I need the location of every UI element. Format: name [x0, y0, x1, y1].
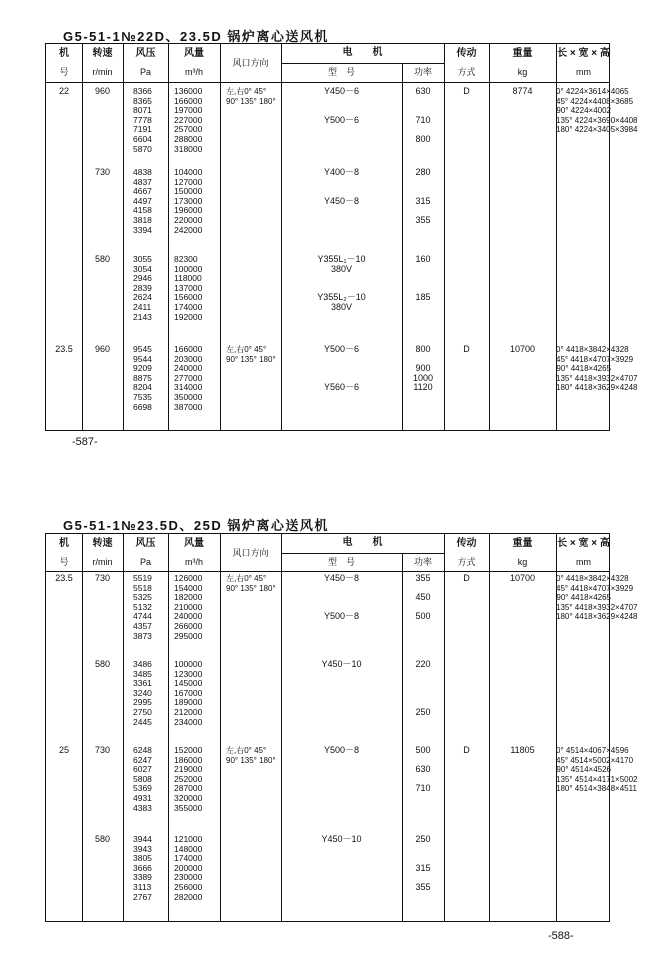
- flow-value: 234000: [174, 716, 203, 727]
- pressure-value: 9209: [133, 363, 152, 374]
- flow-value: 126000: [174, 573, 203, 583]
- pressure-value: 3361: [133, 678, 152, 689]
- motor-power: 450: [415, 592, 431, 603]
- pressure-value: 3055: [133, 254, 152, 264]
- pressure-value: 2767: [133, 891, 152, 902]
- speed-value: 580: [94, 659, 111, 669]
- dimension-value: 0° 4514×4067×4596: [556, 746, 629, 755]
- pressure-value: 5325: [133, 592, 152, 603]
- flow-value: 240000: [174, 611, 203, 622]
- flow-value: 257000: [174, 124, 203, 135]
- motor-model: Y450－6: [323, 86, 360, 96]
- weight-value: 10700: [509, 344, 536, 354]
- motor-power: 630: [415, 764, 431, 775]
- speed-value: 580: [94, 254, 111, 264]
- pressure-value: 4837: [133, 176, 152, 187]
- motor-power: 160: [415, 254, 431, 264]
- motor-power: 315: [415, 195, 431, 206]
- outlet-direction: 90° 135° 180°: [226, 354, 276, 364]
- motor-power: 355: [415, 215, 431, 225]
- pressure-value: 3666: [133, 862, 152, 873]
- speed-value: 730: [94, 573, 111, 583]
- flow-value: 219000: [174, 764, 203, 775]
- flow-value: 136000: [174, 86, 203, 96]
- pressure-value: 6698: [133, 401, 152, 412]
- header-motor: 电 机: [342, 537, 383, 548]
- flow-value: 104000: [174, 167, 203, 177]
- flow-value: 137000: [174, 282, 203, 293]
- header-model: 型 号: [327, 556, 355, 567]
- pressure-value: 3818: [133, 215, 152, 225]
- page-588: [0, 500, 650, 957]
- flow-value: 320000: [174, 793, 203, 803]
- flow-value: 192000: [174, 311, 203, 322]
- header-model: 型 号: [327, 67, 355, 77]
- column-divider: [444, 534, 445, 921]
- flow-value: 266000: [174, 621, 203, 631]
- speed-value: 580: [94, 834, 111, 844]
- header-pressure: 风压: [135, 538, 156, 549]
- flow-value: 182000: [174, 592, 203, 603]
- pressure-value: 3113: [133, 882, 152, 892]
- pressure-value: 2445: [133, 716, 152, 727]
- flow-value: 189000: [174, 697, 203, 708]
- pressure-value: 7778: [133, 114, 152, 125]
- dimension-value: 135° 4418×3932×4707: [556, 373, 638, 383]
- header-machine-unit: 号: [59, 556, 69, 567]
- flow-value: 295000: [174, 630, 203, 641]
- header-machine: 机: [59, 538, 69, 549]
- pressure-value: 7191: [133, 124, 152, 135]
- flow-value: 387000: [174, 401, 203, 412]
- flow-value: 230000: [174, 872, 203, 883]
- column-divider: [168, 44, 169, 430]
- dimension-value: 180° 4514×3848×4511: [556, 784, 637, 794]
- motor-power: 800: [415, 134, 431, 144]
- flow-value: 203000: [174, 353, 203, 364]
- motor-power: 710: [415, 114, 431, 125]
- motor-power: 185: [415, 292, 431, 303]
- pressure-value: 3944: [133, 834, 152, 844]
- pressure-value: 6248: [133, 745, 152, 755]
- pressure-value: 9545: [133, 344, 152, 354]
- dimension-value: 135° 4514×4171×5002: [556, 774, 638, 784]
- pressure-value: 5808: [133, 773, 152, 784]
- pressure-value: 4838: [133, 167, 152, 177]
- header-flow: 风量: [184, 48, 204, 59]
- motor-power: 355: [415, 573, 431, 583]
- motor-power: 355: [415, 882, 431, 892]
- dimension-value: 90° 4224×4002: [556, 106, 611, 116]
- machine-number: 23.5: [55, 344, 73, 354]
- flow-value: 277000: [174, 372, 203, 383]
- drive-type: D: [463, 344, 470, 354]
- motor-model: Y500－8: [323, 611, 360, 622]
- header-machine-unit: 号: [59, 67, 69, 77]
- flow-value: 242000: [174, 224, 203, 235]
- speed-value: 960: [94, 86, 111, 96]
- header-dims: 长 × 宽 × 高: [557, 538, 610, 549]
- outlet-direction: 左,右0° 45°: [226, 345, 267, 354]
- dimension-value: 45° 4224×4408×3685: [556, 96, 634, 106]
- pressure-value: 2750: [133, 707, 152, 717]
- dimension-value: 90° 4514×4526: [556, 765, 611, 775]
- motor-power: 630: [415, 86, 431, 96]
- machine-number: 23.5: [55, 573, 73, 583]
- dimension-value: 45° 4418×4707×3929: [556, 583, 634, 593]
- flow-value: 210000: [174, 601, 203, 612]
- header-flow-unit: m³/h: [185, 67, 203, 77]
- pressure-value: 3873: [133, 630, 152, 641]
- pressure-value: 3805: [133, 853, 152, 864]
- pressure-value: 8365: [133, 95, 152, 106]
- flow-value: 200000: [174, 862, 203, 873]
- header-machine: 机: [59, 48, 69, 59]
- dimension-value: 0° 4224×3614×4065: [556, 87, 629, 96]
- motor-model: Y355L₂－10: [317, 292, 366, 303]
- dimension-value: 135° 4224×3690×4408: [556, 115, 638, 125]
- flow-value: 318000: [174, 143, 203, 154]
- flow-value: 166000: [174, 344, 203, 354]
- pressure-value: 2624: [133, 292, 152, 303]
- flow-value: 197000: [174, 105, 203, 116]
- fan-spec-table: [45, 533, 638, 922]
- flow-value: 173000: [174, 195, 203, 206]
- outlet-direction: 90° 135° 180°: [226, 755, 276, 765]
- fan-spec-table: [45, 43, 638, 431]
- pressure-value: 6027: [133, 764, 152, 775]
- header-pressure-unit: Pa: [139, 67, 151, 77]
- flow-value: 152000: [174, 745, 203, 755]
- flow-value: 156000: [174, 292, 203, 303]
- pressure-value: 5369: [133, 783, 152, 794]
- header-dims-unit: mm: [576, 67, 591, 77]
- header-weight-unit: kg: [517, 556, 528, 567]
- column-divider: [489, 44, 490, 430]
- motor-model: 380V: [330, 302, 353, 312]
- drive-type: D: [463, 573, 470, 583]
- header-drive: 传动: [456, 538, 477, 549]
- outlet-direction: 左,右0° 45°: [226, 574, 267, 583]
- header-speed-unit: r/min: [92, 67, 113, 77]
- header-flow: 风量: [184, 538, 204, 549]
- dimension-value: 135° 4418×3932×4707: [556, 602, 638, 612]
- motor-power: 250: [415, 834, 431, 844]
- pressure-value: 5132: [133, 601, 152, 612]
- flow-value: 220000: [174, 215, 203, 225]
- page-title: G5-51-1№23.5D、25D 锅炉离心送风机: [63, 518, 329, 533]
- header-speed-unit: r/min: [92, 556, 113, 567]
- machine-number: 25: [58, 745, 69, 755]
- header-outlet: 风口方向: [232, 58, 269, 68]
- column-divider: [82, 44, 83, 430]
- pressure-value: 4357: [133, 621, 152, 631]
- pressure-value: 7535: [133, 392, 152, 402]
- flow-value: 314000: [174, 382, 203, 393]
- header-pressure-unit: Pa: [139, 556, 151, 567]
- pressure-value: 8071: [133, 105, 152, 116]
- motor-power: 250: [415, 707, 431, 717]
- header-flow-unit: m³/h: [185, 556, 203, 567]
- outlet-direction: 90° 135° 180°: [226, 583, 276, 593]
- speed-value: 960: [94, 344, 111, 354]
- header-outlet: 风口方向: [232, 547, 269, 558]
- flow-value: 100000: [174, 659, 203, 669]
- header-power: 功率: [413, 556, 432, 567]
- header-dims: 长 × 宽 × 高: [557, 48, 610, 59]
- pressure-value: 9544: [133, 353, 152, 364]
- pressure-value: 3394: [133, 224, 152, 235]
- flow-value: 256000: [174, 882, 203, 892]
- motor-model: 380V: [330, 263, 353, 274]
- motor-model: Y400－8: [323, 167, 360, 177]
- speed-value: 730: [94, 745, 111, 755]
- motor-model: Y450－8: [323, 573, 360, 583]
- column-divider: [123, 534, 124, 921]
- pressure-value: 6247: [133, 754, 152, 765]
- column-divider: [123, 44, 124, 430]
- pressure-value: 3486: [133, 659, 152, 669]
- drive-type: D: [463, 86, 470, 96]
- flow-value: 118000: [174, 273, 202, 284]
- flow-value: 282000: [174, 891, 203, 902]
- pressure-value: 8875: [133, 372, 152, 383]
- pressure-value: 4931: [133, 793, 152, 803]
- page-title: G5-51-1№22D、23.5D 锅炉离心送风机: [63, 29, 329, 44]
- pressure-value: 4383: [133, 802, 152, 813]
- motor-model: Y450－10: [321, 834, 362, 844]
- header-pressure: 风压: [135, 48, 156, 59]
- pressure-value: 8204: [133, 382, 152, 393]
- pressure-value: 4497: [133, 195, 152, 206]
- dimension-value: 180° 4418×3629×4248: [556, 612, 638, 622]
- motor-model: Y560－6: [323, 382, 360, 393]
- flow-value: 174000: [174, 302, 203, 312]
- column-divider: [489, 534, 490, 921]
- flow-value: 166000: [174, 95, 203, 106]
- header-weight-unit: kg: [517, 67, 528, 77]
- header-speed: 转速: [92, 538, 113, 549]
- drive-type: D: [463, 745, 470, 755]
- dimension-value: 90° 4418×4265: [556, 364, 611, 374]
- motor-model: Y500－6: [323, 114, 360, 125]
- column-divider: [168, 534, 169, 921]
- column-divider: [220, 534, 221, 921]
- flow-value: 287000: [174, 783, 203, 794]
- header-weight: 重量: [512, 538, 533, 549]
- header-speed: 转速: [92, 48, 113, 59]
- dimension-value: 45° 4418×4707×3929: [556, 354, 634, 364]
- flow-value: 154000: [174, 582, 203, 593]
- flow-value: 186000: [174, 754, 203, 765]
- pressure-value: 2946: [133, 273, 152, 284]
- pressure-value: 5870: [133, 143, 152, 154]
- motor-model: Y450－8: [323, 195, 360, 206]
- pressure-value: 2839: [133, 282, 152, 293]
- dimension-value: 45° 4514×5002×4170: [556, 755, 634, 765]
- speed-value: 730: [94, 167, 111, 177]
- dimension-value: 180° 4418×3629×4248: [556, 383, 638, 393]
- flow-value: 127000: [174, 176, 203, 187]
- motor-header-divider: [281, 63, 444, 64]
- flow-value: 167000: [174, 687, 203, 698]
- pressure-value: 3943: [133, 843, 152, 854]
- motor-power: 710: [415, 783, 431, 794]
- motor-power: 1120: [413, 382, 433, 393]
- flow-value: 150000: [174, 186, 203, 197]
- header-dims-unit: mm: [576, 556, 591, 567]
- header-weight: 重量: [512, 48, 533, 59]
- column-divider: [281, 534, 282, 921]
- flow-value: 148000: [174, 843, 203, 854]
- weight-value: 10700: [509, 573, 536, 583]
- flow-value: 240000: [174, 363, 203, 374]
- flow-value: 252000: [174, 773, 203, 784]
- header-power: 功率: [413, 67, 432, 77]
- header-drive-unit: 方式: [457, 556, 476, 567]
- flow-value: 355000: [174, 802, 203, 813]
- motor-power: 900: [415, 363, 431, 374]
- page-number: -587-: [72, 436, 98, 448]
- column-divider: [220, 44, 221, 430]
- pressure-value: 4744: [133, 611, 152, 622]
- flow-value: 174000: [174, 853, 203, 864]
- pressure-value: 2411: [133, 302, 152, 312]
- flow-value: 227000: [174, 114, 203, 125]
- weight-value: 8774: [512, 86, 533, 96]
- pressure-value: 3389: [133, 872, 152, 883]
- flow-value: 196000: [174, 205, 203, 216]
- flow-value: 121000: [174, 834, 203, 844]
- pressure-value: 5519: [133, 573, 152, 583]
- motor-header-divider: [281, 553, 444, 554]
- outlet-direction: 左,右0° 45°: [226, 87, 267, 96]
- column-divider: [444, 44, 445, 430]
- motor-power: 1000: [412, 372, 434, 383]
- pressure-value: 3485: [133, 668, 152, 679]
- outlet-direction: 左,右0° 45°: [226, 746, 267, 755]
- pressure-value: 6604: [133, 134, 152, 144]
- motor-power: 220: [415, 659, 431, 669]
- page-number: -588-: [548, 930, 574, 942]
- motor-power: 280: [415, 167, 431, 177]
- pressure-value: 4158: [133, 205, 152, 216]
- flow-value: 123000: [174, 668, 203, 679]
- flow-value: 100000: [174, 263, 203, 274]
- motor-model: Y355L₁－10: [317, 254, 366, 264]
- motor-model: Y500－8: [323, 745, 360, 755]
- header-drive-unit: 方式: [457, 67, 476, 77]
- weight-value: 11805: [510, 745, 535, 755]
- motor-model: Y450－10: [321, 659, 362, 669]
- flow-value: 212000: [174, 707, 203, 717]
- pressure-value: 2995: [133, 697, 152, 708]
- motor-power: 500: [415, 745, 431, 755]
- machine-number: 22: [58, 86, 69, 96]
- header-drive: 传动: [456, 48, 477, 59]
- pressure-value: 2143: [133, 311, 152, 322]
- outlet-direction: 90° 135° 180°: [226, 96, 276, 106]
- pressure-value: 4667: [133, 186, 152, 197]
- flow-value: 288000: [174, 134, 203, 144]
- pressure-value: 3240: [133, 687, 152, 698]
- column-divider: [82, 534, 83, 921]
- header-motor: 电 机: [342, 47, 383, 58]
- pressure-value: 8366: [133, 86, 152, 96]
- pressure-value: 3054: [133, 263, 152, 274]
- pressure-value: 5518: [133, 582, 152, 593]
- flow-value: 350000: [174, 392, 203, 402]
- motor-power: 500: [415, 611, 431, 622]
- dimension-value: 90° 4418×4265: [556, 593, 611, 603]
- motor-power: 315: [415, 862, 431, 873]
- flow-value: 145000: [174, 678, 203, 689]
- dimension-value: 0° 4418×3842×4328: [556, 574, 629, 583]
- dimension-value: 180° 4224×3405×3984: [556, 125, 638, 135]
- flow-value: 82300: [174, 254, 198, 264]
- motor-model: Y500－6: [323, 344, 360, 354]
- motor-power: 800: [415, 344, 431, 354]
- dimension-value: 0° 4418×3842×4328: [556, 345, 629, 354]
- column-divider: [281, 44, 282, 430]
- page-587: [0, 0, 650, 470]
